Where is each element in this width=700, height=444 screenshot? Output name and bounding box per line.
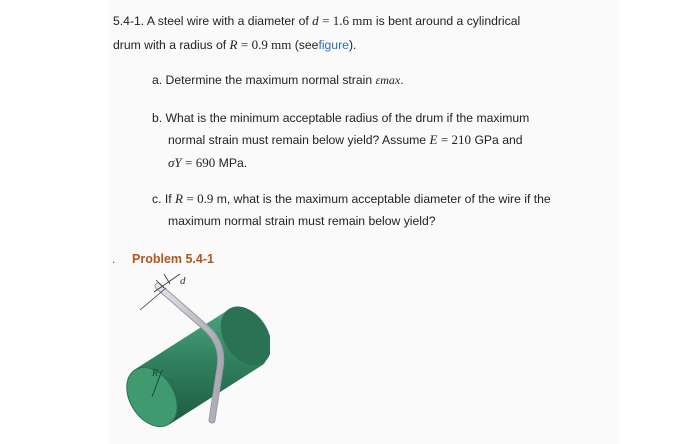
sigma-unit: MPa. [218, 156, 248, 170]
R-label: R [152, 368, 159, 379]
leader-line [140, 288, 166, 310]
part-c-text-1: m, what is the maximum acceptable diameter of the wire if the [216, 192, 551, 206]
part-b-line1 [152, 110, 529, 126]
part-c-if: c. If [152, 192, 172, 206]
figure-link[interactable]: figure [318, 38, 349, 52]
R-value: 0.9 mm [251, 37, 292, 52]
sigma-symbol: σY [168, 155, 182, 170]
intro-text: 5.4-1. A steel wire with a diameter of [113, 14, 309, 28]
c-R-value: 0.9 [197, 191, 214, 206]
drum-wire-figure [120, 272, 270, 444]
part-c-line1: c. If R = 0.9 m, what is the maximum acceptable diameter of the wire if the [152, 191, 551, 206]
see-close: ). [348, 38, 357, 52]
figure-heading: Problem 5.4-1 [132, 252, 214, 266]
d-value: 1.6 mm [332, 13, 373, 28]
sigma-value: 690 [195, 155, 216, 170]
part-a: a. Determine the maximum normal strain εmax. [152, 73, 404, 87]
E-unit: GPa and [474, 133, 523, 147]
d-label: d [180, 275, 186, 287]
part-b-line3: σY = 690 MPa. [168, 155, 248, 170]
part-c-line2 [168, 213, 436, 229]
c-R-symbol: R [175, 191, 183, 206]
E-symbol: E [429, 132, 438, 147]
E-value: 210 [451, 132, 472, 147]
problem-statement-line2: drum with a radius of R = 0.9 mm (seefigure). [113, 37, 357, 52]
intro-line2-text: drum with a radius of [113, 38, 227, 52]
see-open: (see [294, 38, 319, 52]
part-b-line2: normal strain must remain below yield? Assume E = 210 GPa and [168, 132, 523, 147]
intro-text-end: is bent around a cylindrical [375, 14, 521, 28]
equals-sign: = [322, 13, 330, 28]
part-b-text-1: b. What is the minimum acceptable radius of the drum if the maximum [152, 111, 530, 125]
problem-statement-line1 [113, 13, 520, 29]
R-symbol: R [229, 37, 238, 52]
part-c-text-2: maximum normal strain must remain below yield? [168, 214, 436, 228]
part-b-text-2: normal strain must remain below yield? Assume [168, 133, 427, 147]
list-bullet: . [112, 252, 116, 266]
d-symbol: d [312, 13, 319, 28]
strain-symbol: εmax [375, 73, 401, 87]
part-a-text: a. Determine the maximum normal strain [152, 73, 373, 87]
